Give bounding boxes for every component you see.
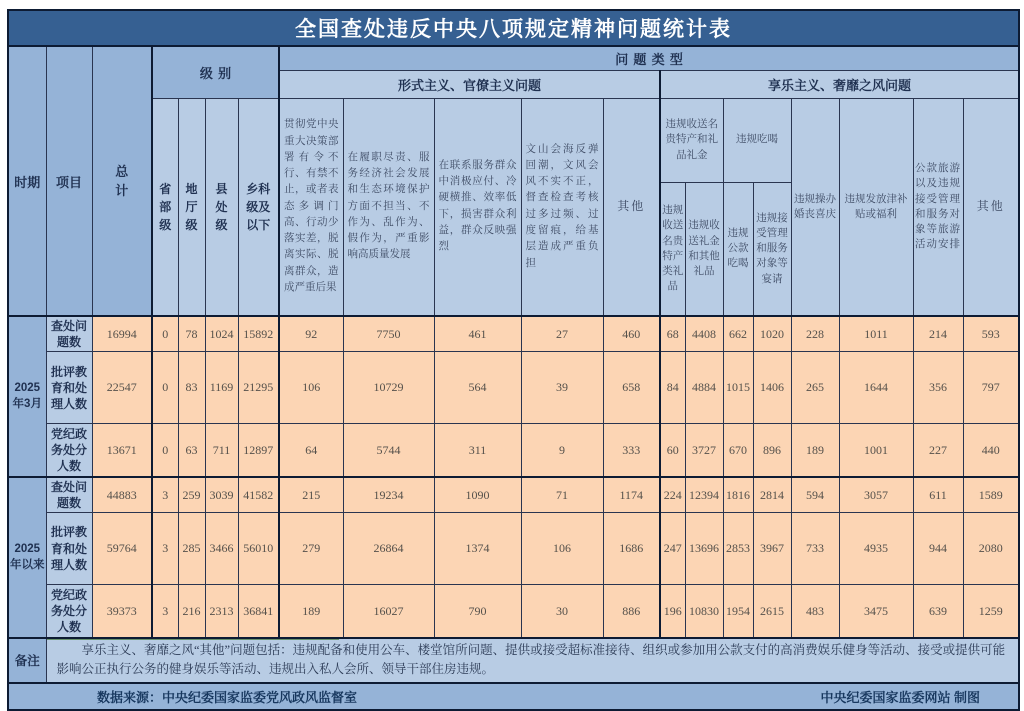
data-cell: 71: [521, 477, 603, 513]
data-cell: 790: [434, 585, 521, 638]
period-cell-march: 2025年3月: [8, 316, 46, 477]
data-cell: 797: [963, 352, 1019, 424]
data-cell: 1644: [839, 352, 913, 424]
data-cell: 68: [660, 316, 685, 352]
data-cell: 189: [279, 585, 343, 638]
data-cell: 0: [152, 424, 178, 477]
col-header-gifts-cash: 违规收送礼金和其他礼品: [685, 182, 723, 316]
data-cell: 265: [791, 352, 839, 424]
data-cell: 440: [963, 424, 1019, 477]
data-cell: 259: [178, 477, 205, 513]
data-cell: 1090: [434, 477, 521, 513]
data-cell: 56010: [238, 513, 279, 585]
data-cell: 36841: [238, 585, 279, 638]
data-cell: 886: [603, 585, 660, 638]
data-cell: 944: [913, 513, 963, 585]
data-cell: 13671: [92, 424, 152, 477]
data-cell: 7750: [343, 316, 434, 352]
col-header-total: 总计: [92, 46, 152, 316]
data-cell: 4935: [839, 513, 913, 585]
col-header-dining-banquet: 违规接受管理和服务对象等宴请: [753, 182, 791, 316]
data-cell: 3039: [205, 477, 238, 513]
period-cell-ytd: 2025年以来: [8, 477, 46, 638]
col-header-level-county: 县处级: [205, 98, 238, 316]
table-title: 全国查处违反中央八项规定精神问题统计表: [8, 10, 1019, 46]
col-group-level: 级别: [152, 46, 279, 98]
col-header-gifts-specialty: 违规收送名贵特产类礼品: [660, 182, 685, 316]
data-cell: 21295: [238, 352, 279, 424]
data-cell: 13696: [685, 513, 723, 585]
data-cell: 611: [913, 477, 963, 513]
data-cell: 1686: [603, 513, 660, 585]
data-cell: 711: [205, 424, 238, 477]
data-cell: 189: [791, 424, 839, 477]
col-header-formalism-2: 在履职尽责、服务经济社会发展和生态环境保护方面不担当、不作为、乱作为、假作为，严重影响高质量发展: [343, 98, 434, 316]
col-header-allowance: 违规发放津补贴或福利: [839, 98, 913, 316]
data-cell: 19234: [343, 477, 434, 513]
data-cell: 5744: [343, 424, 434, 477]
data-cell: 2615: [753, 585, 791, 638]
row-label: 批评教育和处理人数: [46, 513, 92, 585]
data-source: 数据来源：中央纪委国家监委党风政风监督室: [97, 689, 358, 705]
data-cell: 1406: [753, 352, 791, 424]
data-cell: 639: [913, 585, 963, 638]
row-label: 查处问题数: [46, 316, 92, 352]
data-cell: 670: [723, 424, 753, 477]
data-cell: 0: [152, 352, 178, 424]
data-cell: 658: [603, 352, 660, 424]
data-cell: 59764: [92, 513, 152, 585]
data-cell: 10830: [685, 585, 723, 638]
data-cell: 78: [178, 316, 205, 352]
data-cell: 3: [152, 513, 178, 585]
credit: 中央纪委国家监委网站 制图: [820, 689, 981, 705]
data-cell: 1024: [205, 316, 238, 352]
data-cell: 3727: [685, 424, 723, 477]
data-cell: 106: [521, 513, 603, 585]
data-cell: 594: [791, 477, 839, 513]
notes-text: 享乐主义、奢靡之风“其他”问题包括：违规配备和使用公车、楼堂馆所问题、提供或接受超标准接待、组织或参加用公款支付的高消费娱乐健身等活动、接受或提供可能影响公正执行公务的健身娱乐等活动、违规出入私人会所、领导干部住房违规。: [46, 638, 1019, 683]
data-cell: 10729: [343, 352, 434, 424]
col-header-level-prefecture: 地厅级: [178, 98, 205, 316]
col-header-formalism-other: 其他: [603, 98, 660, 316]
col-header-formalism-4: 文山会海反弹回潮，文风会风不实不正，督查检查考核过多过频、过度留痕，给基层造成严重负担: [521, 98, 603, 316]
data-cell: 41582: [238, 477, 279, 513]
data-cell: 3475: [839, 585, 913, 638]
data-cell: 64: [279, 424, 343, 477]
data-cell: 4408: [685, 316, 723, 352]
footer-bar: [8, 683, 1019, 710]
data-cell: 3057: [839, 477, 913, 513]
data-cell: 0: [152, 316, 178, 352]
row-label: 批评教育和处理人数: [46, 352, 92, 424]
data-cell: 1374: [434, 513, 521, 585]
data-cell: 63: [178, 424, 205, 477]
data-cell: 1589: [963, 477, 1019, 513]
col-group-gifts: 违规收送名贵特产和礼品礼金: [660, 98, 723, 182]
notes-label: 备注: [8, 638, 46, 683]
data-cell: 483: [791, 585, 839, 638]
data-cell: 60: [660, 424, 685, 477]
col-header-level-province: 省部级: [152, 98, 178, 316]
col-group-hedonism: 享乐主义、奢靡之风问题: [660, 70, 1019, 98]
col-header-wedding: 违规操办婚丧喜庆: [791, 98, 839, 316]
col-header-item: 项目: [46, 46, 92, 316]
data-cell: 22547: [92, 352, 152, 424]
data-cell: 39: [521, 352, 603, 424]
data-cell: 1174: [603, 477, 660, 513]
data-cell: 44883: [92, 477, 152, 513]
data-cell: 39373: [92, 585, 152, 638]
data-cell: 593: [963, 316, 1019, 352]
data-cell: 311: [434, 424, 521, 477]
row-label: 党纪政务处分人数: [46, 585, 92, 638]
col-header-level-township: 乡科级及以下: [238, 98, 279, 316]
data-cell: 83: [178, 352, 205, 424]
data-cell: 279: [279, 513, 343, 585]
data-cell: 215: [279, 477, 343, 513]
data-cell: 196: [660, 585, 685, 638]
data-cell: 12394: [685, 477, 723, 513]
data-cell: 356: [913, 352, 963, 424]
green-marker: [47, 638, 339, 640]
data-cell: 1816: [723, 477, 753, 513]
data-cell: 662: [723, 316, 753, 352]
data-cell: 30: [521, 585, 603, 638]
col-header-hedonism-other: 其他: [963, 98, 1019, 316]
data-cell: 4884: [685, 352, 723, 424]
data-cell: 1020: [753, 316, 791, 352]
data-cell: 333: [603, 424, 660, 477]
data-cell: 247: [660, 513, 685, 585]
data-cell: 224: [660, 477, 685, 513]
data-cell: 214: [913, 316, 963, 352]
data-cell: 16994: [92, 316, 152, 352]
data-cell: 26864: [343, 513, 434, 585]
row-label: 查处问题数: [46, 477, 92, 513]
data-cell: 2080: [963, 513, 1019, 585]
data-cell: 2313: [205, 585, 238, 638]
data-cell: 106: [279, 352, 343, 424]
data-cell: 1259: [963, 585, 1019, 638]
col-header-travel: 公款旅游以及违规接受管理和服务对象等旅游活动安排: [913, 98, 963, 316]
data-cell: 1001: [839, 424, 913, 477]
data-cell: 216: [178, 585, 205, 638]
col-group-problem-type: 问题类型: [279, 46, 1019, 70]
data-cell: 3466: [205, 513, 238, 585]
col-header-formalism-1: 贯彻党中央重大决策部署有令不行、有禁不止，或者表态多调门高、行动少落实差，脱离实际、脱离群众，造成严重后果: [279, 98, 343, 316]
data-cell: 84: [660, 352, 685, 424]
statistics-table: [7, 9, 1020, 711]
row-label: 党纪政务处分人数: [46, 424, 92, 477]
col-header-period: 时期: [8, 46, 46, 316]
data-cell: 2853: [723, 513, 753, 585]
col-header-formalism-3: 在联系服务群众中消极应付、冷硬横推、效率低下，损害群众利益，群众反映强烈: [434, 98, 521, 316]
data-cell: 3967: [753, 513, 791, 585]
data-cell: 896: [753, 424, 791, 477]
col-group-formalism: 形式主义、官僚主义问题: [279, 70, 660, 98]
col-header-dining-public: 违规公款吃喝: [723, 182, 753, 316]
data-cell: 27: [521, 316, 603, 352]
data-cell: 460: [603, 316, 660, 352]
data-cell: 16027: [343, 585, 434, 638]
data-cell: 2814: [753, 477, 791, 513]
data-cell: 3: [152, 585, 178, 638]
data-cell: 564: [434, 352, 521, 424]
data-cell: 461: [434, 316, 521, 352]
data-cell: 1954: [723, 585, 753, 638]
data-cell: 92: [279, 316, 343, 352]
data-cell: 733: [791, 513, 839, 585]
data-cell: 15892: [238, 316, 279, 352]
col-group-dining: 违规吃喝: [723, 98, 791, 182]
data-cell: 228: [791, 316, 839, 352]
data-cell: 3: [152, 477, 178, 513]
data-cell: 285: [178, 513, 205, 585]
data-cell: 1011: [839, 316, 913, 352]
data-cell: 9: [521, 424, 603, 477]
data-cell: 1169: [205, 352, 238, 424]
data-cell: 227: [913, 424, 963, 477]
data-cell: 1015: [723, 352, 753, 424]
data-cell: 12897: [238, 424, 279, 477]
